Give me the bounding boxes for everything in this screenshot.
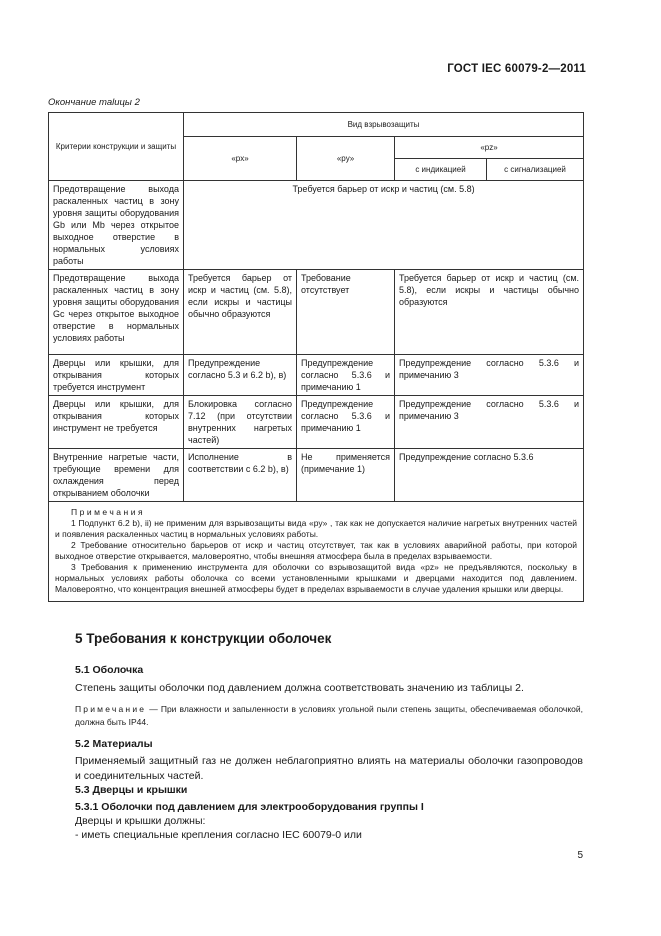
section-5-3-title: 5.3 Дверцы и крышки bbox=[75, 784, 188, 796]
row-criterion: Предотвращение выхода раскаленных частиц в зону уровня защиты оборудования Gc через открытое выходное отверстие в нормальных условиях работы bbox=[49, 270, 184, 355]
note-item: 3 Требования к применению инструмента для оболочки со взрывозащитой вида «pz» не предъявляются, поскольку в нормальных условиях работы оболочка со всеми установленными крышками и дверцами находится под давлением. Маловероятно, что концентрация внешней атмосферы будет в пределах взрываемости в случае удаления крышки или дверцы. bbox=[55, 562, 578, 594]
table-caption: Окончание таlицы 2 bbox=[48, 97, 140, 108]
requirements-table bbox=[48, 112, 583, 602]
section-5-1-text: Степень защиты оболочки под давлением должна соответствовать значению из таблицы 2. bbox=[75, 682, 524, 694]
row-py-value: Предупреждение согласно 5.3.6 и примечанию 1 bbox=[297, 355, 395, 396]
table-row bbox=[49, 355, 584, 396]
row-pz-value: Предупреждение согласно 5.3.6 и примечанию 3 bbox=[395, 396, 584, 449]
note-text: — При влажности и запыленности в условиях угольной пыли степень защиты, обеспечиваемая оболочкой, должна быть IP44. bbox=[75, 704, 583, 727]
note-item: 2 Требование относительно барьеров от искр и частиц отсутствует, так как в условиях аварийной работы, при которой выходное отверстие открывается, маловероятно, чтобы внешняя атмосфера была в пределах взрываемости. bbox=[55, 540, 578, 561]
section-5-title: 5 Требования к конструкции оболочек bbox=[75, 631, 332, 646]
table-row bbox=[49, 396, 584, 449]
note-label: Примечание bbox=[75, 704, 147, 714]
header-px: «px» bbox=[184, 137, 297, 181]
table-row bbox=[49, 181, 584, 270]
section-5-1-title: 5.1 Оболочка bbox=[75, 664, 144, 676]
document-code: ГОСТ IEC 60079-2—2011 bbox=[447, 63, 586, 75]
header-criteria: Критерии конструкции и защиты bbox=[49, 113, 184, 181]
row-criterion: Дверцы или крышки, для открывания которых инструмент не требуется bbox=[49, 396, 184, 449]
section-5-3-1-title: 5.3.1 Оболочки под давлением для электрооборудования группы I bbox=[75, 801, 424, 813]
row-px-value: Исполнение в соответствии с 6.2 b), в) bbox=[184, 449, 297, 502]
section-5-3-1-list-item: - иметь специальные крепления согласно IEC 60079-0 или bbox=[75, 829, 362, 841]
section-5-2-title: 5.2 Материалы bbox=[75, 738, 153, 750]
row-py-value: Не применяется (примечание 1) bbox=[297, 449, 395, 502]
row-pz-value: Требуется барьер от искр и частиц (см. 5.8), если искры и частицы обычно образуются bbox=[395, 270, 584, 355]
page-number: 5 bbox=[577, 850, 583, 861]
section-5-3-1-text: Дверцы и крышки должны: bbox=[75, 815, 206, 827]
row-criterion: Предотвращение выхода раскаленных частиц в зону уровня защиты оборудования Gb или Mb через открытое выходное отверстие в нормальных условиях работы bbox=[49, 181, 184, 270]
header-pz: «pz» bbox=[395, 137, 584, 159]
row-merged-value: Требуется барьер от искр и частиц (см. 5.8) bbox=[184, 181, 584, 270]
row-py-value: Требование отсутствует bbox=[297, 270, 395, 355]
header-py: «py» bbox=[297, 137, 395, 181]
table-row bbox=[49, 270, 584, 355]
row-px-value: Предупреждение согласно 5.3 и 6.2 b), в) bbox=[184, 355, 297, 396]
table-row bbox=[49, 449, 584, 502]
section-5-1-note bbox=[75, 703, 583, 729]
header-protection-kind: Вид взрывозащиты bbox=[184, 113, 584, 137]
row-px-value: Требуется барьер от искр и частиц (см. 5.8), если искры и частицы обычно образуются bbox=[184, 270, 297, 355]
notes-title: Примечания bbox=[71, 507, 146, 517]
row-py-value: Предупреждение согласно 5.3.6 и примечанию 1 bbox=[297, 396, 395, 449]
row-pz-value: Предупреждение согласно 5.3.6 bbox=[395, 449, 584, 502]
header-pz-signaling: с сигнализацией bbox=[487, 159, 584, 181]
row-pz-value: Предупреждение согласно 5.3.6 и примечанию 3 bbox=[395, 355, 584, 396]
section-5-2-text: Применяемый защитный газ не должен неблагоприятно влиять на материалы оболочки газопроводов и соединительных частей. bbox=[75, 755, 583, 782]
header-pz-indication: с индикацией bbox=[395, 159, 487, 181]
table-notes bbox=[49, 502, 584, 602]
row-criterion: Дверцы или крышки, для открывания которых требуется инструмент bbox=[49, 355, 184, 396]
row-px-value: Блокировка согласно 7.12 (при отсутствии внутренних нагретых частей) bbox=[184, 396, 297, 449]
note-item: 1 Подпункт 6.2 b), ii) не применим для взрывозащиты вида «py» , так как не допускается наличие нагретых внутренних частей и появления раскаленных частиц в нормальных условиях работы. bbox=[55, 518, 578, 539]
row-criterion: Внутренние нагретые части, требующие времени для охлаждения перед открыванием оболочки bbox=[49, 449, 184, 502]
